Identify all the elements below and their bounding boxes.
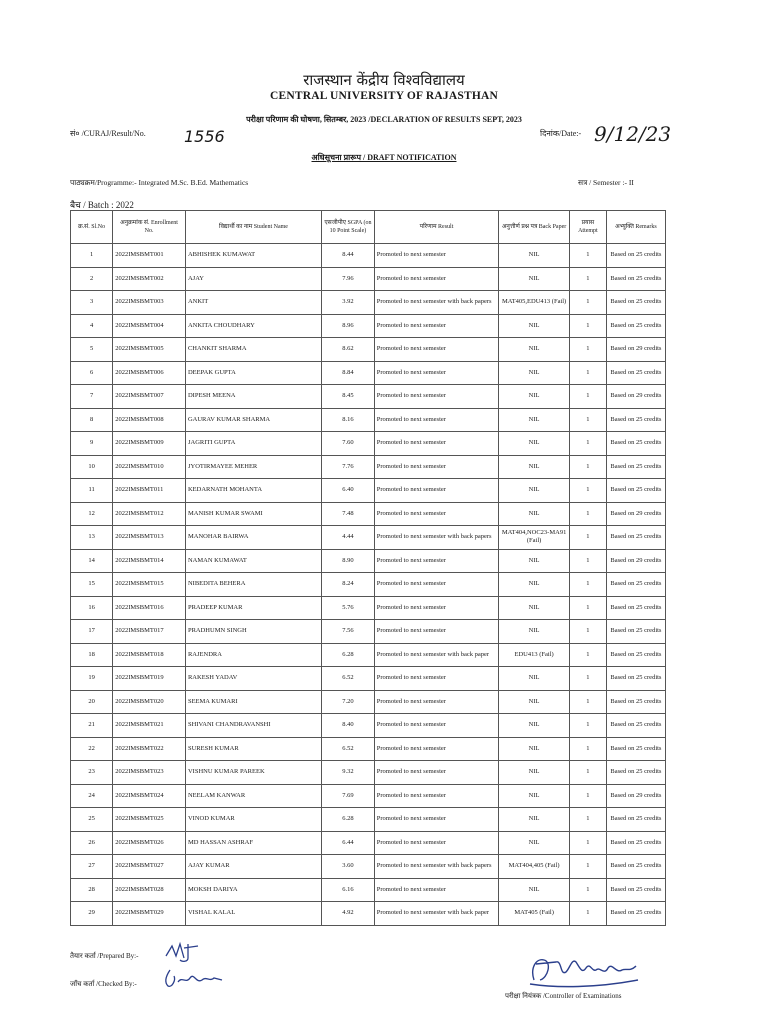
table-row [71, 831, 666, 855]
cell-attempt: 1 [569, 267, 606, 291]
cell-enrollment-no: 2022IMSBMT008 [113, 408, 186, 432]
cell-remarks: Based on 25 credits [606, 690, 665, 714]
cell-remarks: Based on 25 credits [606, 761, 665, 785]
table-row [71, 455, 666, 479]
table-row [71, 573, 666, 597]
cell-enrollment-no: 2022IMSBMT010 [113, 455, 186, 479]
cell-attempt: 1 [569, 643, 606, 667]
cell-student-name: RAJENDRA [185, 643, 321, 667]
cell-enrollment-no: 2022IMSBMT020 [113, 690, 186, 714]
checked-by-signature [160, 966, 226, 990]
cell-attempt: 1 [569, 479, 606, 503]
cell-back-paper: NIL [499, 385, 570, 409]
results-table [70, 210, 666, 926]
cell-attempt: 1 [569, 549, 606, 573]
cell-sgpa: 5.76 [322, 596, 375, 620]
cell-back-paper: NIL [499, 455, 570, 479]
cell-remarks: Based on 25 credits [606, 455, 665, 479]
cell-sl-no: 27 [71, 855, 113, 879]
cell-attempt: 1 [569, 502, 606, 526]
cell-student-name: ANKIT [185, 291, 321, 315]
header-student-name: विद्यार्थी का नाम Student Name [185, 211, 321, 244]
cell-student-name: DEEPAK GUPTA [185, 361, 321, 385]
cell-back-paper: NIL [499, 479, 570, 503]
cell-sgpa: 6.28 [322, 808, 375, 832]
cell-attempt: 1 [569, 690, 606, 714]
cell-student-name: DIPESH MEENA [185, 385, 321, 409]
cell-remarks: Based on 25 credits [606, 808, 665, 832]
cell-back-paper: NIL [499, 784, 570, 808]
cell-attempt: 1 [569, 831, 606, 855]
cell-sgpa: 8.62 [322, 338, 375, 362]
date-handwritten: 9/12/23 [594, 122, 672, 146]
cell-sgpa: 8.84 [322, 361, 375, 385]
cell-enrollment-no: 2022IMSBMT022 [113, 737, 186, 761]
cell-result: Promoted to next semester [374, 267, 498, 291]
cell-remarks: Based on 25 credits [606, 831, 665, 855]
cell-result: Promoted to next semester [374, 784, 498, 808]
cell-enrollment-no: 2022IMSBMT028 [113, 878, 186, 902]
cell-attempt: 1 [569, 385, 606, 409]
cell-sl-no: 11 [71, 479, 113, 503]
cell-sl-no: 14 [71, 549, 113, 573]
table-row [71, 361, 666, 385]
table-row [71, 690, 666, 714]
table-row [71, 408, 666, 432]
cell-enrollment-no: 2022IMSBMT003 [113, 291, 186, 315]
table-row [71, 878, 666, 902]
cell-result: Promoted to next semester [374, 244, 498, 268]
cell-result: Promoted to next semester with back paper [374, 643, 498, 667]
table-row [71, 620, 666, 644]
cell-sgpa: 7.76 [322, 455, 375, 479]
cell-back-paper: NIL [499, 596, 570, 620]
cell-attempt: 1 [569, 784, 606, 808]
cell-enrollment-no: 2022IMSBMT014 [113, 549, 186, 573]
cell-remarks: Based on 25 credits [606, 408, 665, 432]
cell-enrollment-no: 2022IMSBMT016 [113, 596, 186, 620]
cell-back-paper: MAT405 (Fail) [499, 902, 570, 926]
cell-remarks: Based on 25 credits [606, 244, 665, 268]
cell-remarks: Based on 25 credits [606, 596, 665, 620]
cell-result: Promoted to next semester [374, 620, 498, 644]
cell-remarks: Based on 25 credits [606, 291, 665, 315]
cell-back-paper: NIL [499, 573, 570, 597]
cell-sl-no: 12 [71, 502, 113, 526]
cell-remarks: Based on 25 credits [606, 667, 665, 691]
cell-enrollment-no: 2022IMSBMT018 [113, 643, 186, 667]
cell-student-name: SHIVANI CHANDRAVANSHI [185, 714, 321, 738]
cell-remarks: Based on 25 credits [606, 573, 665, 597]
cell-result: Promoted to next semester with back papers [374, 526, 498, 550]
cell-student-name: SEEMA KUMARI [185, 690, 321, 714]
cell-result: Promoted to next semester with back paper [374, 902, 498, 926]
date-label: दिनांक/Date:- [540, 129, 582, 138]
cell-enrollment-no: 2022IMSBMT023 [113, 761, 186, 785]
cell-sl-no: 3 [71, 291, 113, 315]
checked-by-label: जाँच कर्ता /Checked By:- [70, 980, 137, 988]
cell-remarks: Based on 25 credits [606, 526, 665, 550]
cell-attempt: 1 [569, 314, 606, 338]
table-row [71, 432, 666, 456]
cell-sgpa: 6.52 [322, 737, 375, 761]
cell-result: Promoted to next semester [374, 408, 498, 432]
cell-student-name: PRADHUMN SINGH [185, 620, 321, 644]
table-row [71, 338, 666, 362]
cell-attempt: 1 [569, 596, 606, 620]
header-sgpa: एसजीपीए SGPA (on 10 Point Scale) [322, 211, 375, 244]
cell-back-paper: NIL [499, 549, 570, 573]
cell-student-name: VISHAL KALAL [185, 902, 321, 926]
cell-sl-no: 1 [71, 244, 113, 268]
cell-result: Promoted to next semester [374, 714, 498, 738]
cell-sl-no: 13 [71, 526, 113, 550]
programme-line: पाठ्यक्रम/Programme:- Integrated M.Sc. B.Ed. Mathematics [70, 178, 249, 187]
cell-result: Promoted to next semester with back papers [374, 855, 498, 879]
cell-attempt: 1 [569, 761, 606, 785]
cell-result: Promoted to next semester [374, 808, 498, 832]
cell-result: Promoted to next semester [374, 549, 498, 573]
cell-result: Promoted to next semester [374, 737, 498, 761]
cell-enrollment-no: 2022IMSBMT025 [113, 808, 186, 832]
cell-remarks: Based on 25 credits [606, 361, 665, 385]
cell-enrollment-no: 2022IMSBMT004 [113, 314, 186, 338]
cell-enrollment-no: 2022IMSBMT002 [113, 267, 186, 291]
cell-student-name: MOKSH DARIYA [185, 878, 321, 902]
cell-student-name: KEDARNATH MOHANTA [185, 479, 321, 503]
cell-remarks: Based on 25 credits [606, 878, 665, 902]
cell-student-name: VINOD KUMAR [185, 808, 321, 832]
cell-result: Promoted to next semester [374, 432, 498, 456]
cell-enrollment-no: 2022IMSBMT027 [113, 855, 186, 879]
cell-back-paper: NIL [499, 690, 570, 714]
cell-back-paper: NIL [499, 338, 570, 362]
cell-back-paper: MAT404,NOC23-MA91 (Fail) [499, 526, 570, 550]
cell-attempt: 1 [569, 667, 606, 691]
header-back-paper: अनुत्तीर्ण प्रश्न पत्र Back Paper [499, 211, 570, 244]
cell-result: Promoted to next semester [374, 361, 498, 385]
cell-sgpa: 8.96 [322, 314, 375, 338]
cell-sl-no: 5 [71, 338, 113, 362]
cell-student-name: MANISH KUMAR SWAMI [185, 502, 321, 526]
cell-sgpa: 7.48 [322, 502, 375, 526]
cell-sl-no: 25 [71, 808, 113, 832]
cell-sgpa: 7.60 [322, 432, 375, 456]
table-row [71, 479, 666, 503]
cell-sl-no: 6 [71, 361, 113, 385]
cell-remarks: Based on 29 credits [606, 338, 665, 362]
cell-sl-no: 17 [71, 620, 113, 644]
cell-back-paper: NIL [499, 714, 570, 738]
cell-sl-no: 22 [71, 737, 113, 761]
header-sl-no: क्र.सं. Sl.No [71, 211, 113, 244]
cell-sl-no: 28 [71, 878, 113, 902]
cell-student-name: SURESH KUMAR [185, 737, 321, 761]
cell-back-paper: MAT405,EDU413 (Fail) [499, 291, 570, 315]
cell-remarks: Based on 25 credits [606, 479, 665, 503]
table-row [71, 808, 666, 832]
cell-remarks: Based on 25 credits [606, 620, 665, 644]
cell-sl-no: 4 [71, 314, 113, 338]
cell-result: Promoted to next semester with back papers [374, 291, 498, 315]
cell-sl-no: 8 [71, 408, 113, 432]
cell-sl-no: 24 [71, 784, 113, 808]
cell-attempt: 1 [569, 432, 606, 456]
cell-student-name: NEELAM KANWAR [185, 784, 321, 808]
cell-back-paper: NIL [499, 737, 570, 761]
cell-student-name: MD HASSAN ASHRAF [185, 831, 321, 855]
cell-back-paper: NIL [499, 761, 570, 785]
university-name-hindi: राजस्थान केंद्रीय विश्वविद्यालय [303, 71, 465, 89]
cell-attempt: 1 [569, 338, 606, 362]
cell-back-paper: NIL [499, 314, 570, 338]
cell-result: Promoted to next semester [374, 761, 498, 785]
semester-line: सत्र / Semester :- II [578, 178, 634, 187]
cell-enrollment-no: 2022IMSBMT019 [113, 667, 186, 691]
header-result: परिणाम Result [374, 211, 498, 244]
cell-sl-no: 7 [71, 385, 113, 409]
cell-enrollment-no: 2022IMSBMT001 [113, 244, 186, 268]
cell-remarks: Based on 25 credits [606, 314, 665, 338]
cell-sl-no: 23 [71, 761, 113, 785]
cell-remarks: Based on 29 credits [606, 549, 665, 573]
cell-remarks: Based on 25 credits [606, 643, 665, 667]
header-remarks: अभ्युक्ति Remarks [606, 211, 665, 244]
cell-result: Promoted to next semester [374, 502, 498, 526]
table-row [71, 667, 666, 691]
cell-remarks: Based on 25 credits [606, 714, 665, 738]
table-row [71, 385, 666, 409]
cell-result: Promoted to next semester [374, 455, 498, 479]
cell-enrollment-no: 2022IMSBMT026 [113, 831, 186, 855]
cell-sl-no: 16 [71, 596, 113, 620]
cell-attempt: 1 [569, 455, 606, 479]
controller-of-examinations-label: परीक्षा नियंत्रक /Controller of Examinations [505, 992, 622, 1000]
cell-result: Promoted to next semester [374, 479, 498, 503]
cell-enrollment-no: 2022IMSBMT005 [113, 338, 186, 362]
cell-attempt: 1 [569, 855, 606, 879]
cell-sgpa: 6.52 [322, 667, 375, 691]
cell-back-paper: NIL [499, 244, 570, 268]
table-row [71, 643, 666, 667]
batch-line: बैच / Batch : 2022 [70, 200, 134, 210]
cell-sgpa: 6.28 [322, 643, 375, 667]
cell-back-paper: NIL [499, 267, 570, 291]
cell-sl-no: 10 [71, 455, 113, 479]
cell-remarks: Based on 29 credits [606, 784, 665, 808]
cell-attempt: 1 [569, 878, 606, 902]
cell-sgpa: 7.96 [322, 267, 375, 291]
cell-attempt: 1 [569, 714, 606, 738]
controller-signature [526, 950, 646, 992]
cell-attempt: 1 [569, 244, 606, 268]
cell-attempt: 1 [569, 620, 606, 644]
reference-label: सं० /CURAJ/Result/No. [70, 129, 146, 138]
reference-number-handwritten: 1556 [184, 127, 225, 146]
table-row [71, 596, 666, 620]
cell-sl-no: 18 [71, 643, 113, 667]
cell-attempt: 1 [569, 737, 606, 761]
cell-sgpa: 7.20 [322, 690, 375, 714]
cell-enrollment-no: 2022IMSBMT017 [113, 620, 186, 644]
cell-remarks: Based on 25 credits [606, 902, 665, 926]
cell-attempt: 1 [569, 408, 606, 432]
cell-attempt: 1 [569, 526, 606, 550]
table-row [71, 902, 666, 926]
cell-student-name: PRADEEP KUMAR [185, 596, 321, 620]
cell-sgpa: 6.16 [322, 878, 375, 902]
cell-student-name: RAKESH YADAV [185, 667, 321, 691]
table-row [71, 526, 666, 550]
cell-attempt: 1 [569, 361, 606, 385]
cell-sl-no: 29 [71, 902, 113, 926]
cell-student-name: JYOTIRMAYEE MEHER [185, 455, 321, 479]
cell-back-paper: NIL [499, 361, 570, 385]
cell-enrollment-no: 2022IMSBMT029 [113, 902, 186, 926]
cell-result: Promoted to next semester [374, 314, 498, 338]
cell-remarks: Based on 25 credits [606, 432, 665, 456]
header-attempt: प्रयास Attempt [569, 211, 606, 244]
cell-student-name: MANOHAR BAIRWA [185, 526, 321, 550]
table-row [71, 291, 666, 315]
cell-back-paper: NIL [499, 432, 570, 456]
table-row [71, 549, 666, 573]
table-header-row [71, 211, 666, 244]
cell-back-paper: NIL [499, 620, 570, 644]
cell-enrollment-no: 2022IMSBMT012 [113, 502, 186, 526]
cell-sl-no: 2 [71, 267, 113, 291]
cell-sgpa: 8.16 [322, 408, 375, 432]
cell-back-paper: NIL [499, 408, 570, 432]
cell-sgpa: 7.56 [322, 620, 375, 644]
cell-result: Promoted to next semester [374, 385, 498, 409]
cell-enrollment-no: 2022IMSBMT006 [113, 361, 186, 385]
cell-result: Promoted to next semester [374, 690, 498, 714]
table-row [71, 714, 666, 738]
table-row [71, 784, 666, 808]
cell-attempt: 1 [569, 902, 606, 926]
header-enrollment-no: अनुक्रमांक सं. Enrollment No. [113, 211, 186, 244]
cell-back-paper: NIL [499, 502, 570, 526]
cell-sgpa: 3.92 [322, 291, 375, 315]
cell-back-paper: NIL [499, 808, 570, 832]
cell-student-name: ABHISHEK KUMAWAT [185, 244, 321, 268]
cell-sgpa: 4.44 [322, 526, 375, 550]
table-row [71, 761, 666, 785]
prepared-by-signature [162, 940, 202, 964]
cell-sl-no: 15 [71, 573, 113, 597]
cell-attempt: 1 [569, 808, 606, 832]
cell-back-paper: NIL [499, 831, 570, 855]
cell-remarks: Based on 29 credits [606, 385, 665, 409]
cell-sgpa: 8.40 [322, 714, 375, 738]
declaration-heading: परीक्षा परिणाम की घोषणा, सितम्बर, 2023 /DECLARATION OF RESULTS SEPT, 2023 [246, 115, 522, 124]
cell-sl-no: 20 [71, 690, 113, 714]
cell-sl-no: 9 [71, 432, 113, 456]
cell-remarks: Based on 29 credits [606, 502, 665, 526]
table-row [71, 244, 666, 268]
cell-remarks: Based on 25 credits [606, 855, 665, 879]
cell-student-name: GAURAV KUMAR SHARMA [185, 408, 321, 432]
cell-sgpa: 6.44 [322, 831, 375, 855]
cell-result: Promoted to next semester [374, 667, 498, 691]
cell-student-name: AJAY KUMAR [185, 855, 321, 879]
cell-attempt: 1 [569, 573, 606, 597]
cell-student-name: NAMAN KUMAWAT [185, 549, 321, 573]
cell-enrollment-no: 2022IMSBMT009 [113, 432, 186, 456]
cell-student-name: AJAY [185, 267, 321, 291]
cell-sl-no: 21 [71, 714, 113, 738]
cell-attempt: 1 [569, 291, 606, 315]
cell-sgpa: 6.40 [322, 479, 375, 503]
cell-back-paper: MAT404,405 (Fail) [499, 855, 570, 879]
cell-sgpa: 7.69 [322, 784, 375, 808]
cell-result: Promoted to next semester [374, 596, 498, 620]
cell-sgpa: 8.44 [322, 244, 375, 268]
cell-student-name: VISHNU KUMAR PAREEK [185, 761, 321, 785]
cell-enrollment-no: 2022IMSBMT007 [113, 385, 186, 409]
prepared-by-label: तैयार कर्ता /Prepared By:- [70, 952, 139, 960]
cell-enrollment-no: 2022IMSBMT024 [113, 784, 186, 808]
cell-result: Promoted to next semester [374, 573, 498, 597]
cell-sgpa: 9.32 [322, 761, 375, 785]
cell-back-paper: NIL [499, 667, 570, 691]
cell-sgpa: 4.92 [322, 902, 375, 926]
cell-enrollment-no: 2022IMSBMT011 [113, 479, 186, 503]
cell-sgpa: 3.60 [322, 855, 375, 879]
table-row [71, 314, 666, 338]
cell-back-paper: EDU413 (Fail) [499, 643, 570, 667]
draft-notification-title: अधिसूचना प्रारूप / DRAFT NOTIFICATION [311, 153, 457, 162]
cell-sgpa: 8.24 [322, 573, 375, 597]
cell-result: Promoted to next semester [374, 831, 498, 855]
cell-remarks: Based on 25 credits [606, 267, 665, 291]
cell-remarks: Based on 25 credits [606, 737, 665, 761]
table-row [71, 855, 666, 879]
cell-result: Promoted to next semester [374, 878, 498, 902]
cell-student-name: CHANKIT SHARMA [185, 338, 321, 362]
cell-result: Promoted to next semester [374, 338, 498, 362]
table-row [71, 502, 666, 526]
cell-student-name: JAGRITI GUPTA [185, 432, 321, 456]
cell-enrollment-no: 2022IMSBMT021 [113, 714, 186, 738]
table-row [71, 737, 666, 761]
cell-student-name: NIBEDITA BEHERA [185, 573, 321, 597]
cell-back-paper: NIL [499, 878, 570, 902]
cell-sgpa: 8.45 [322, 385, 375, 409]
cell-sgpa: 8.90 [322, 549, 375, 573]
cell-enrollment-no: 2022IMSBMT015 [113, 573, 186, 597]
table-row [71, 267, 666, 291]
cell-student-name: ANKITA CHOUDHARY [185, 314, 321, 338]
university-name-english: CENTRAL UNIVERSITY OF RAJASTHAN [269, 90, 499, 102]
cell-sl-no: 26 [71, 831, 113, 855]
cell-enrollment-no: 2022IMSBMT013 [113, 526, 186, 550]
cell-sl-no: 19 [71, 667, 113, 691]
